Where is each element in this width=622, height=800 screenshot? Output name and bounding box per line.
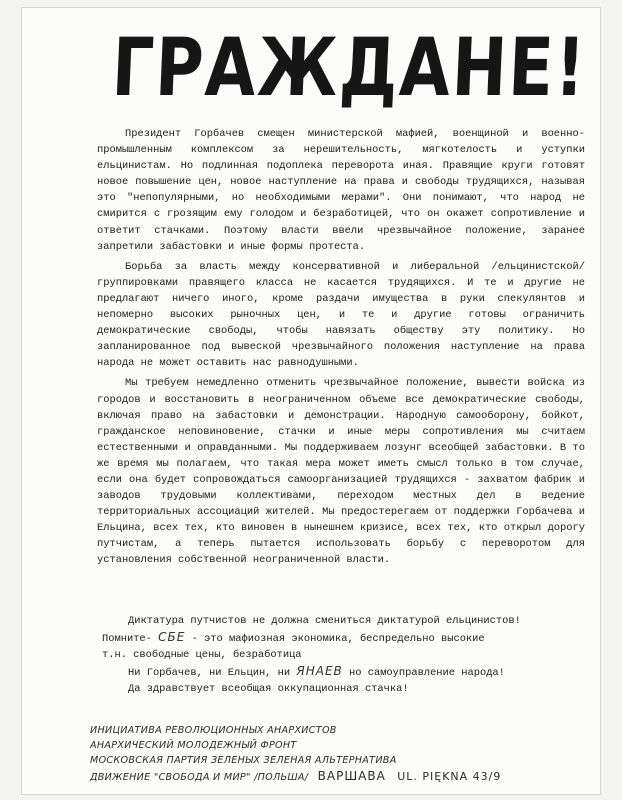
- signature-line: ИНИЦИАТИВА РЕВОЛЮЦИОННЫХ АНАРХИСТОВ: [90, 725, 337, 736]
- signature-line-last: [90, 769, 590, 785]
- leaflet-page: [22, 8, 600, 794]
- slogan-neither-end: но самоуправление народа!: [349, 667, 505, 679]
- slogan-dictatorship: Диктатура путчистов не должна смениться диктатурой ельцинистов!: [128, 615, 521, 627]
- slogan-remember-end: - это мафиозная экономика, беспредельно высокие: [191, 633, 485, 645]
- closing-slogans: [102, 613, 582, 697]
- paragraph-3: Мы требуем немедленно отменить чрезвычайное положение, вывести войска из городов и восстановить в неограниченном объеме все демократические свободы, включая право на забастовки и демонстрации. Народную самооборону, бойкот, гражданское неповиновение, стачки и иные меры сопротивления мы считаем естественными и оправданными. Мы поддерживаем лозунг всеобщей забастовки. В то же время мы полагаем, что такая мера может иметь смысл только в том случае, если она будет сопровождаться самоорганизацией трудящихся - захватом фабрик и заводов трудовыми коллективами, переходом местных дел в ведение территориальных ассоциаций жителей. Мы предостерегаем от поддержки Горбачева и Ельцина, всех тех, кто виновен в нынешнем кризисе, всех тех, кто открыл дорогу путчистам, а теперь пытается использовать борьбу с переворотом для установления собственной неограниченной власти.: [97, 377, 585, 567]
- page-title: ГРАЖДАНЕ!: [110, 21, 589, 114]
- paragraph-1: Президент Горбачев смещен министерской мафией, военщиной и военно-промышленным комплексом за нерешительность, мягкотелость и уступки ельцинистам. Но подлинная подоплека переворота иная. Правящие круги готовят новое повышение цен, новое наступление на права и свободы трудящихся, называя это "непопулярными, но необходимыми мерами". Они понимают, что народ не смирится с грозящим ему голодом и безработицей, что он окажет сопротивление и ответит стачками. Поэтому власти ввели чрезвычайное положение, заранее запретили забастовки и иные формы протеста.: [97, 128, 585, 253]
- slogan-neither-start: Ни Горбачев, ни Ельцин, ни: [128, 667, 291, 679]
- handwritten-sbe: СБЕ: [158, 630, 186, 644]
- signatures-block: [90, 723, 590, 785]
- signature-line: АНАРХИЧЕСКИЙ МОЛОДЕЖНЫЙ ФРОНТ: [90, 740, 297, 752]
- signature-line: МОСКОВСКАЯ ПАРТИЯ ЗЕЛЕНЫХ ЗЕЛЕНАЯ АЛЬТЕРНАТИВА: [90, 755, 397, 767]
- handwritten-yanaev: ЯНАЕВ: [296, 664, 343, 678]
- slogan-prices: т.н. свободные цены, безработица: [102, 649, 302, 661]
- slogan-remember: [102, 629, 582, 647]
- paragraph-2: Борьба за власть между консервативной и либеральной /ельцинистской/ группировками правящего класса не касается трудящихся. И те и другие не предлагают ничего иного, кроме раздачи имущества в руки спекулянтов и непомерно высоких рыночных цен, и те и другие готовы ограничить демократические свободы, чтобы навязать обществу эту политику. Но запланированное под вывеской чрезвычайного положения наступление на права народа не может оставить нас равнодушными.: [97, 260, 585, 370]
- slogan-neither: [102, 663, 582, 681]
- stamp-city: ВАРШАВА: [317, 768, 386, 783]
- slogan-remember-start: Помните-: [102, 633, 152, 645]
- stamp-address: UL. PIĘKNA 43/9: [397, 769, 502, 783]
- signature-freedom-and-peace: ДВИЖЕНИЕ "СВОБОДА И МИР" /ПОЛЬША/: [90, 771, 309, 783]
- leaflet-body: [97, 126, 585, 569]
- slogan-general-strike: Да здравствует всеобщая оккупационная стачка!: [128, 683, 409, 695]
